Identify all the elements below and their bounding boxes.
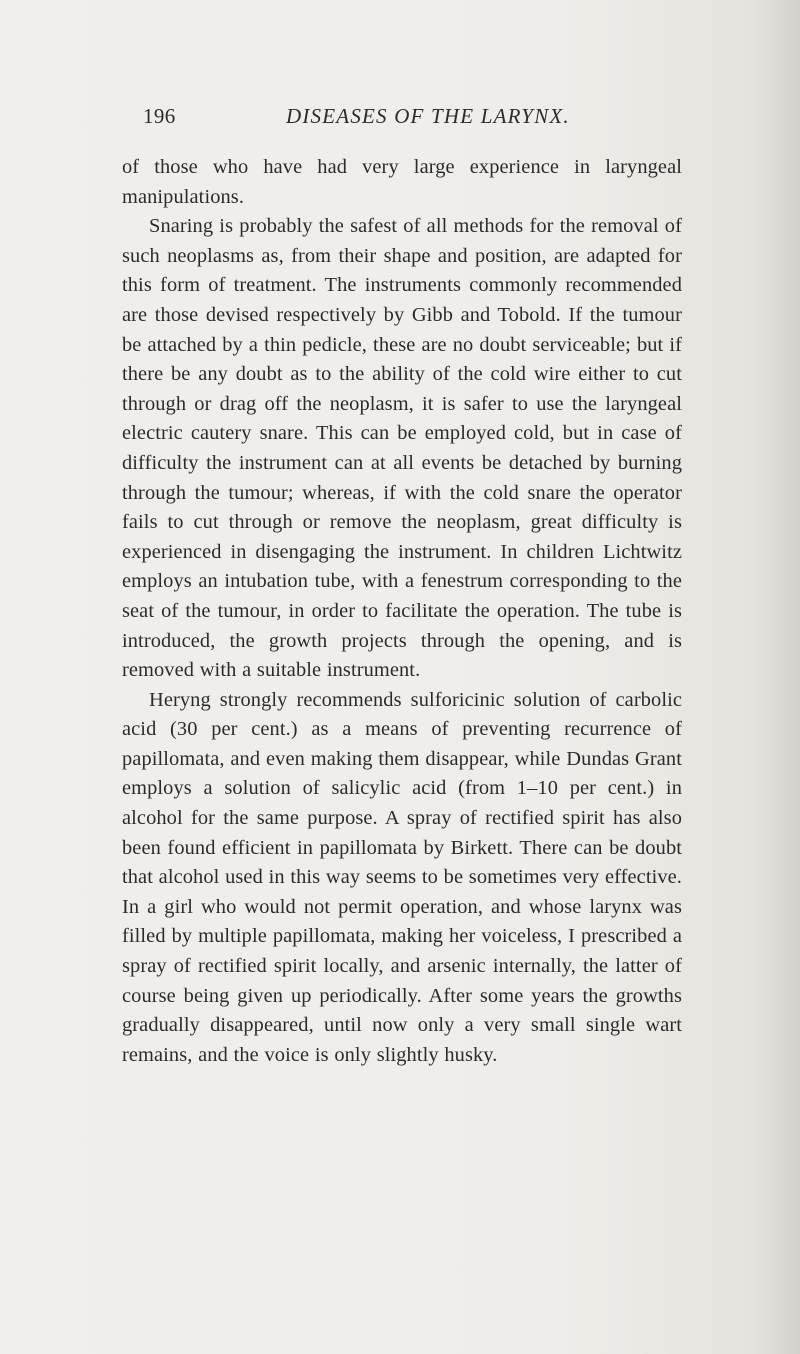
running-title: DISEASES OF THE LARYNX. [286, 104, 570, 128]
paragraph-continuation: of those who have had very large experience in laryngeal manipulations. [122, 156, 682, 208]
paragraph-snaring: Snaring is probably the safest of all methods for the removal of such neoplasms as, from their shape and position, are adapted for this form of treatment. The instruments commonly recommended are those devised respectively by Gibb and Tobold. If the tumour be attached by a thin pedicle, these are no doubt serviceable; but if there be any doubt as to the ability of the cold wire either to cut through or drag off the neoplasm, it is safer to use the laryngeal electric cautery snare. This can be employed cold, but in case of difficulty the instrument can at all events be detached by burning through the tumour; whereas, if with the cold snare the operator fails to cut through or remove the neoplasm, great difficulty is experienced in disengaging the instrument. In children Lichtwitz employs an intubation tube, with a fenestrum corresponding to the seat of the tumour, in order to facilitate the operation. The tube is introduced, the growth projects through the opening, and is removed with a suitable instrument. [122, 215, 682, 682]
page-header [143, 104, 699, 136]
paragraph-heryng: Heryng strongly recommends sulforicinic solution of carbolic acid (30 per cent.) as a means of preventing recurrence of papillomata, and even making them disappear, while Dundas Grant employs a solution of salicylic acid (from 1–10 per cent.) in alcohol for the same purpose. A spray of rectified spirit has also been found efficient in papillomata by Birkett. There can be doubt that alcohol used in this way seems to be sometimes very effective. In a girl who would not permit operation, and whose larynx was filled by multiple papillomata, making her voiceless, I prescribed a spray of rectified spirit locally, and arsenic internally, the latter of course being given up periodically. After some years the growths gradually disappeared, until now only a very small single wart remains, and the voice is only slightly husky. [122, 688, 682, 1066]
body-text [122, 153, 682, 1070]
page-number: 196 [143, 104, 176, 128]
